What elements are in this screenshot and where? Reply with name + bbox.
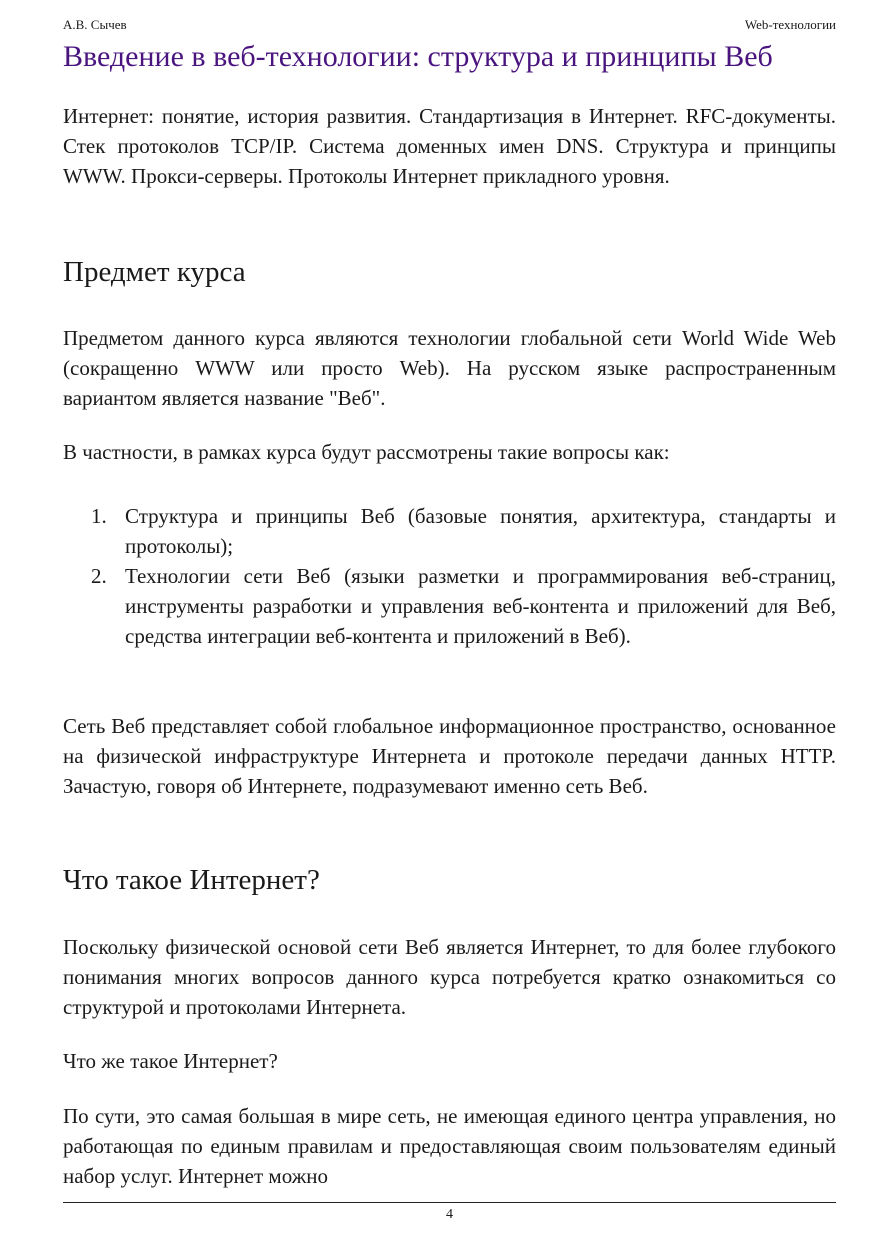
list-item xyxy=(63,501,836,561)
internet-basis-paragraph: Поскольку физической основой сети Веб является Интернет, то для более глубокого понимания многих вопросов данного курса потребуется кратко ознакомиться со структурой и протоколами Интернета. xyxy=(63,935,836,1019)
web-definition-paragraph: Сеть Веб представляет собой глобальное информационное пространство, основанное на физической инфраструктуре Интернета и протоколе передачи данных HTTP. Зачастую, говоря об Интернете, подразумевают именно сеть Веб. xyxy=(63,714,836,798)
header-course-title: Web-технологии xyxy=(744,17,836,32)
internet-question: Что же такое Интернет? xyxy=(63,1049,278,1073)
header-author: А.В. Сычев xyxy=(63,17,127,32)
document-title: Введение в веб-технологии: структура и принципы Веб xyxy=(63,40,773,73)
running-header xyxy=(63,16,836,34)
list-item xyxy=(63,561,836,651)
list-item-number: 1. xyxy=(91,504,107,528)
list-item-text: Структура и принципы Веб (базовые понятия, архитектура, стандарты и протоколы); xyxy=(125,504,836,558)
course-topics-intro: В частности, в рамках курса будут рассмотрены такие вопросы как: xyxy=(63,440,670,464)
internet-description-paragraph: По сути, это самая большая в мире сеть, не имеющая единого центра управления, но работающая по единым правилам и предоставляющая своим пользователям единый набор услуг. Интернет можно xyxy=(63,1104,836,1188)
list-item-text: Технологии сети Веб (языки разметки и программирования веб-страниц, инструменты разработки и управления веб-контента и приложений для Веб, средства интеграции веб-контента и приложений в Веб). xyxy=(125,564,836,648)
list-item-number: 2. xyxy=(91,564,107,588)
section-heading-course-subject: Предмет курса xyxy=(63,256,246,288)
page-number: 4 xyxy=(446,1207,453,1222)
intro-paragraph: Интернет: понятие, история развития. Стандартизация в Интернет. RFC-документы. Стек протоколов TCP/IP. Система доменных имен DNS. Структура и принципы WWW. Прокси-серверы. Протоколы Интернет прикладного уровня. xyxy=(63,104,836,188)
course-subject-paragraph: Предметом данного курса являются технологии глобальной сети World Wide Web (сокращенно WWW или просто Web). На русском языке распространенным вариантом является название "Веб". xyxy=(63,326,836,410)
course-topics-list xyxy=(63,501,836,651)
footer-divider xyxy=(63,1202,836,1203)
section-heading-what-is-internet: Что такое Интернет? xyxy=(63,864,320,896)
